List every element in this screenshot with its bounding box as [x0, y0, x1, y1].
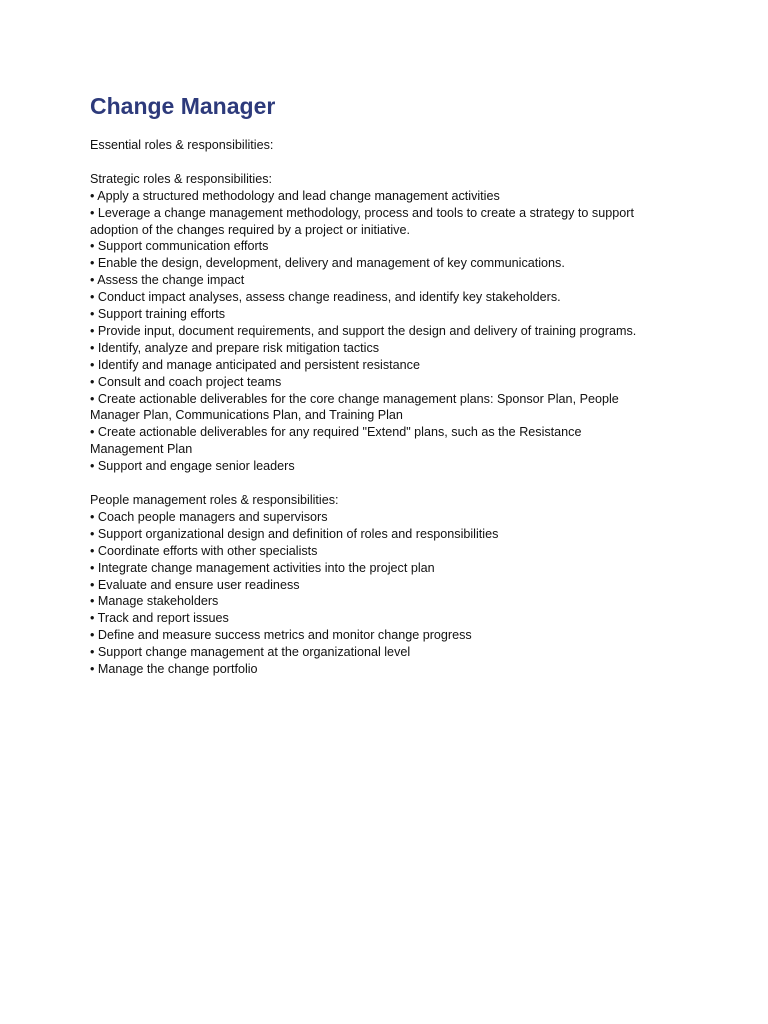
paragraph-spacer: [90, 475, 690, 492]
strategic-line: adoption of the changes required by a project or initiative.: [90, 222, 410, 237]
strategic-line: • Create actionable deliverables for any required "Extend" plans, such as the Resistance: [90, 425, 582, 440]
strategic-line: • Identify, analyze and prepare risk mitigation tactics: [90, 340, 380, 355]
strategic-line: • Consult and coach project teams: [90, 374, 282, 389]
strategic-line: • Enable the design, development, delivery and management of key communications.: [90, 256, 565, 271]
strategic-line: • Support communication efforts: [90, 239, 269, 254]
strategic-line: • Create actionable deliverables for the core change management plans: Sponsor Plan, People: [90, 391, 619, 406]
strategic-heading: Strategic roles & responsibilities:: [90, 171, 272, 186]
strategic-line: • Support training efforts: [90, 307, 226, 322]
people-line: • Coach people managers and supervisors: [90, 509, 328, 524]
people-line: • Evaluate and ensure user readiness: [90, 577, 300, 592]
strategic-line: Management Plan: [90, 442, 193, 457]
strategic-line: • Assess the change impact: [90, 273, 245, 288]
strategic-line: • Provide input, document requirements, and support the design and delivery of training programs.: [90, 323, 637, 338]
page-title: Change Manager: [90, 93, 276, 119]
strategic-line: • Support and engage senior leaders: [90, 459, 295, 474]
intro-text: Essential roles & responsibilities:: [90, 138, 274, 152]
document-body: [90, 137, 690, 678]
people-line: • Track and report issues: [90, 611, 229, 626]
strategic-line: • Leverage a change management methodology, process and tools to create a strategy to support: [90, 205, 634, 220]
people-line: • Manage the change portfolio: [90, 662, 258, 677]
paragraph-spacer: [90, 154, 690, 171]
strategic-line: • Apply a structured methodology and lead change management activities: [90, 188, 500, 203]
people-line: • Define and measure success metrics and monitor change progress: [90, 628, 472, 643]
people-line: • Manage stakeholders: [90, 594, 219, 609]
strategic-line: • Identify and manage anticipated and persistent resistance: [90, 357, 420, 372]
people-heading: People management roles & responsibilities:: [90, 493, 339, 507]
people-section: [90, 492, 690, 678]
strategic-section: [90, 171, 690, 475]
people-line: • Coordinate efforts with other specialists: [90, 543, 318, 558]
people-line: • Support change management at the organizational level: [90, 645, 411, 660]
people-line: • Support organizational design and definition of roles and responsibilities: [90, 526, 499, 541]
strategic-line: • Conduct impact analyses, assess change readiness, and identify key stakeholders.: [90, 290, 561, 305]
strategic-line: Manager Plan, Communications Plan, and Training Plan: [90, 408, 403, 423]
people-line: • Integrate change management activities into the project plan: [90, 560, 435, 575]
